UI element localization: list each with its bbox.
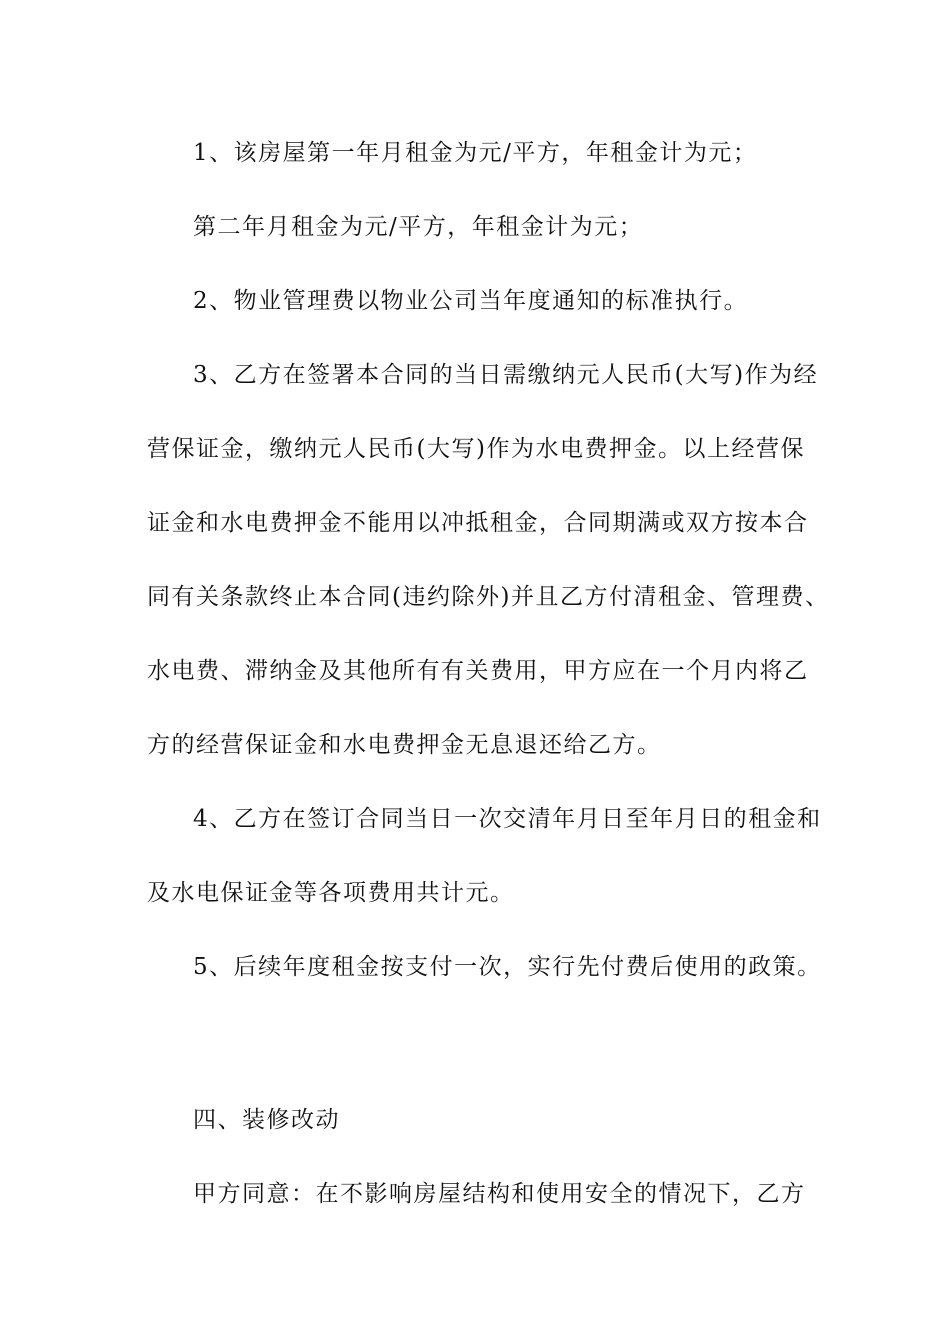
clause-3-deposit-line-3: 证金和水电费押金不能用以冲抵租金，合同期满或双方按本合 bbox=[147, 510, 809, 536]
clause-5-subsequent-rent: 5、后续年度租金按支付一次，实行先付费后使用的政策。 bbox=[193, 954, 822, 980]
clause-1-rent-first-year: 1、该房屋第一年月租金为元/平方，年租金计为元； bbox=[193, 140, 758, 166]
clause-4-payment-line-2: 及水电保证金等各项费用共计元。 bbox=[147, 880, 515, 906]
clause-3-deposit-line-5: 水电费、滞纳金及其他所有有关费用，甲方应在一个月内将乙 bbox=[147, 658, 809, 684]
clause-4-payment-line-1: 4、乙方在签订合同当日一次交清年月日至年月日的租金和 bbox=[193, 806, 822, 832]
section-heading-renovation: 四、装修改动 bbox=[193, 1107, 340, 1133]
clause-2-property-fee: 2、物业管理费以物业公司当年度通知的标准执行。 bbox=[193, 288, 749, 314]
clause-3-deposit-line-4: 同有关条款终止本合同(违约除外)并且乙方付清租金、管理费、 bbox=[147, 584, 830, 610]
clause-3-deposit-line-6: 方的经营保证金和水电费押金无息退还给乙方。 bbox=[147, 732, 662, 758]
clause-1-rent-second-year: 第二年月租金为元/平方，年租金计为元； bbox=[193, 214, 644, 240]
clause-3-deposit-line-2: 营保证金，缴纳元人民币(大写)作为水电费押金。以上经营保 bbox=[147, 436, 805, 462]
renovation-paragraph-line-1: 甲方同意：在不影响房屋结构和使用安全的情况下，乙方 bbox=[193, 1181, 806, 1207]
clause-3-deposit-line-1: 3、乙方在签署本合同的当日需缴纳元人民币(大写)作为经 bbox=[193, 362, 819, 388]
